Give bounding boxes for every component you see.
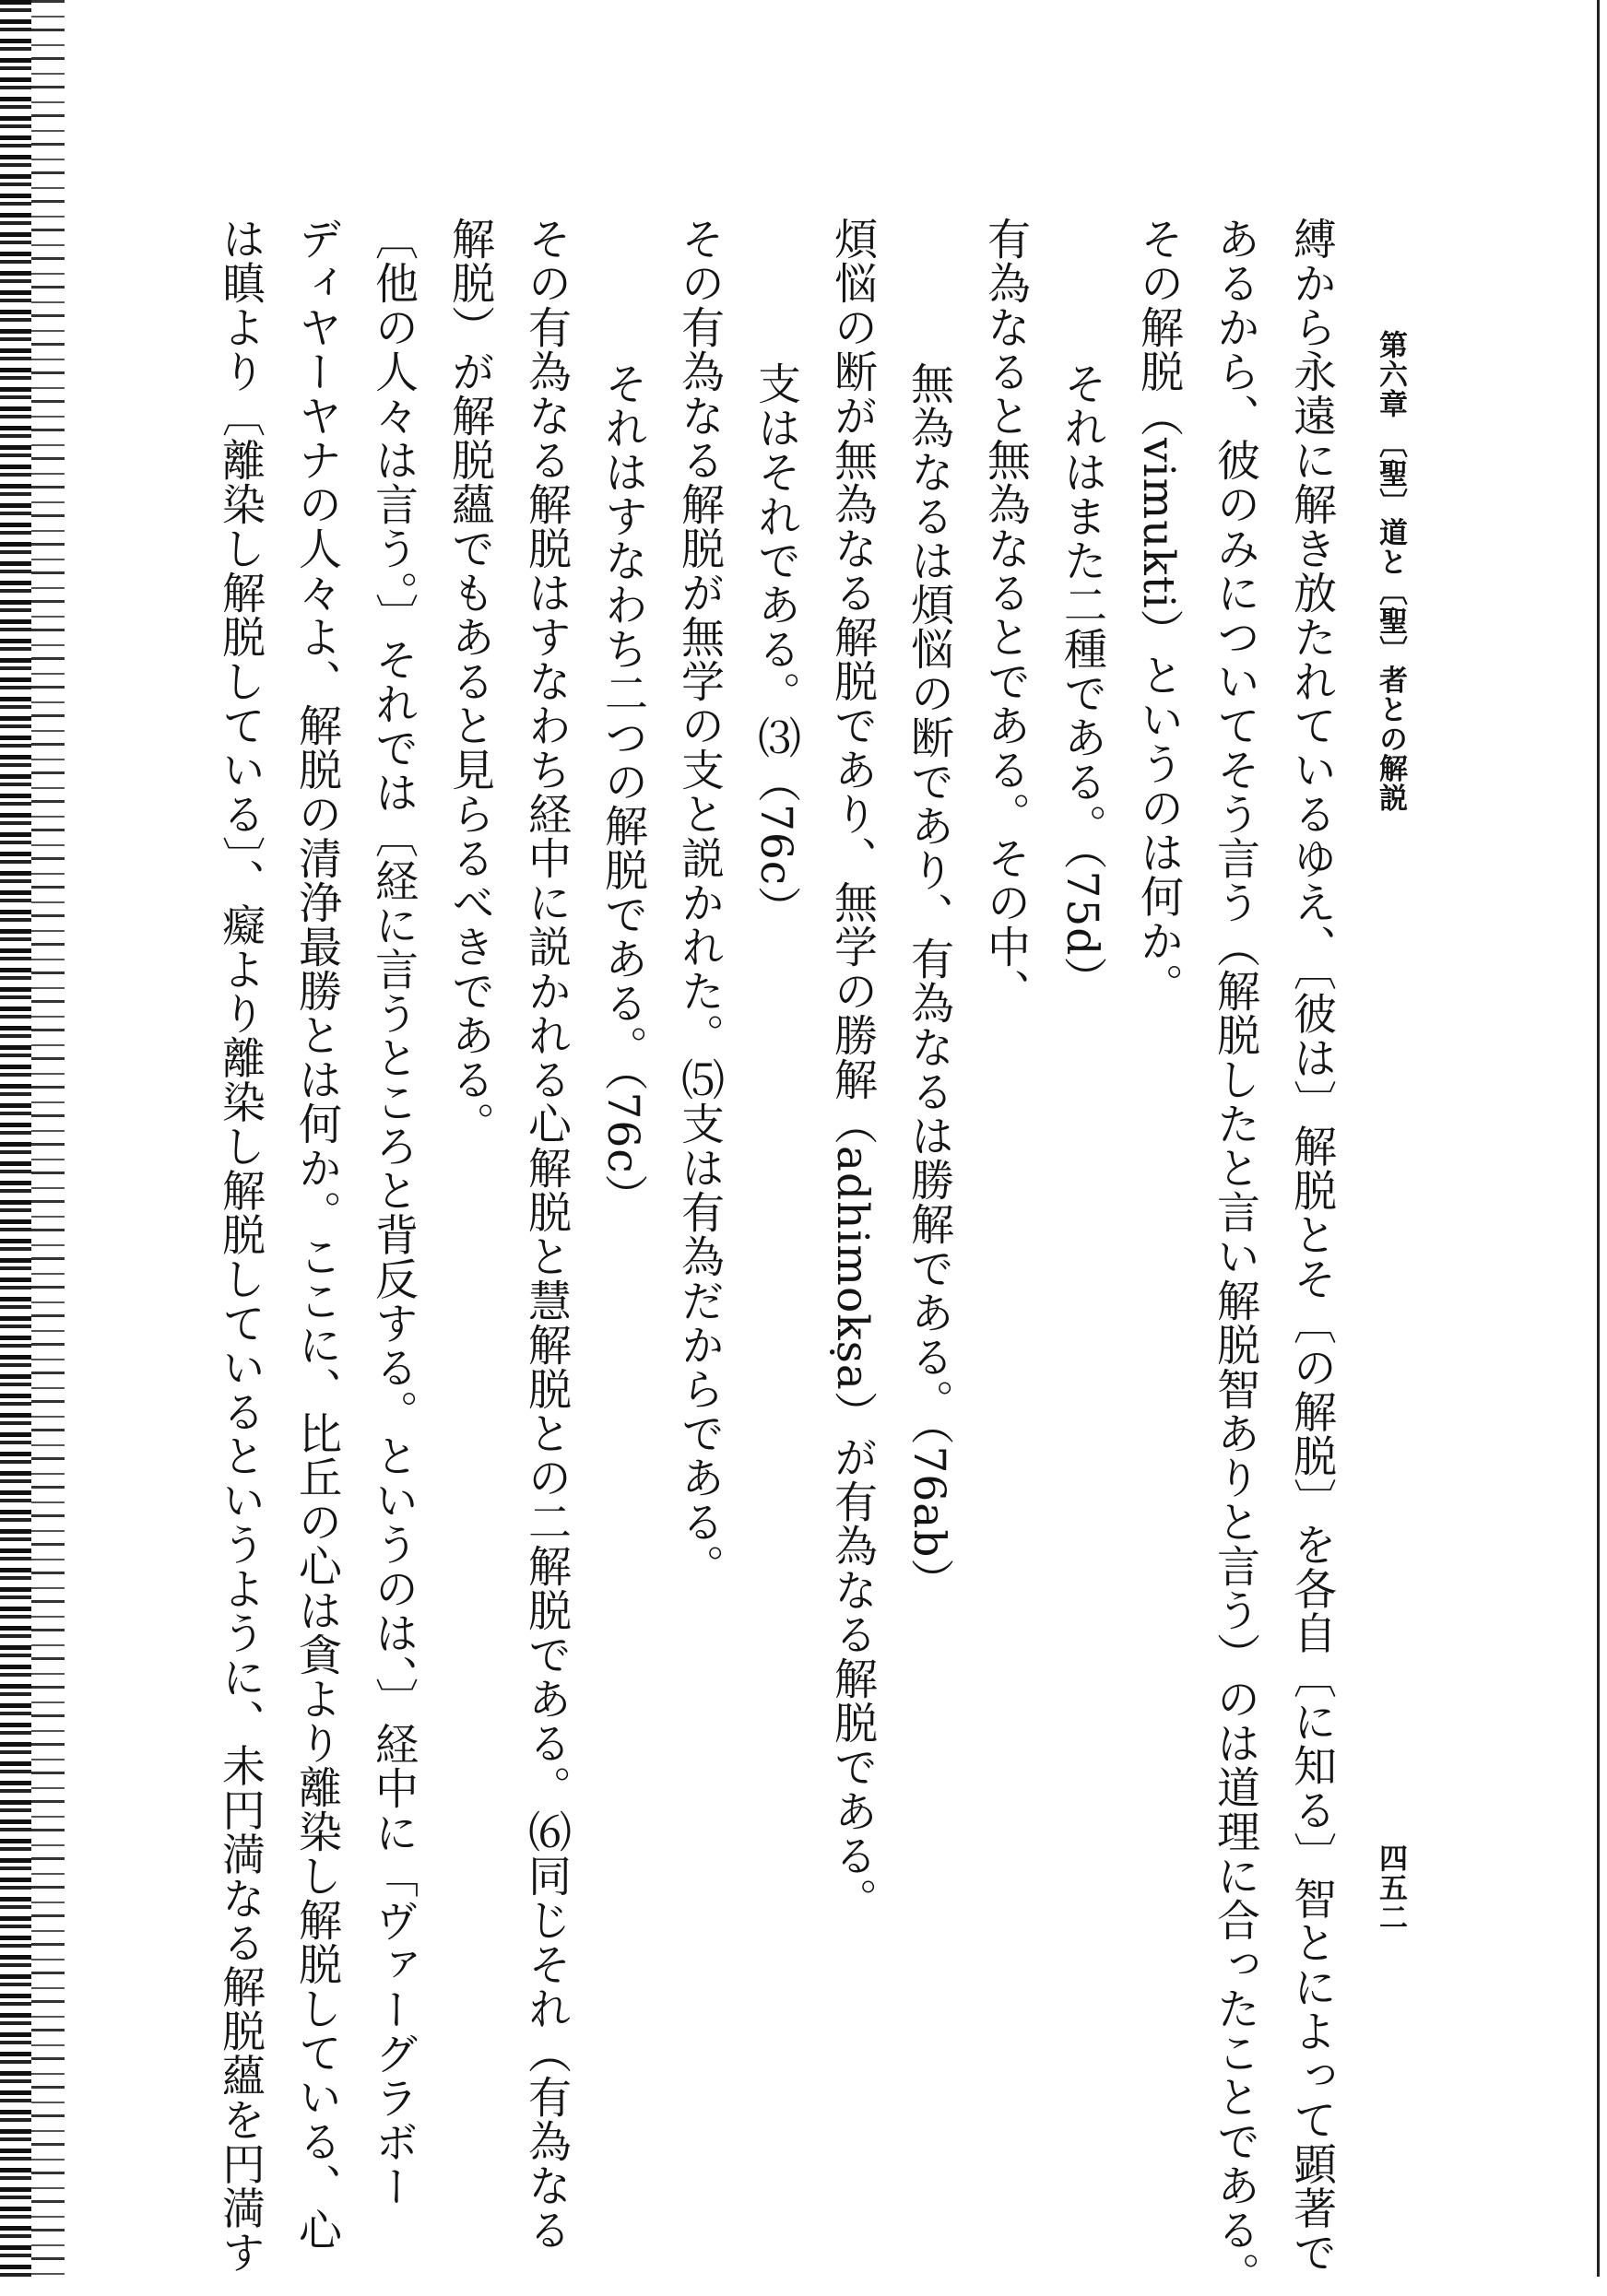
page-edge	[1597, 0, 1600, 2277]
verse-line: 支はそれである。⑶（76c）	[750, 361, 801, 931]
running-header: 第六章 〔聖〕道と〔聖〕者との解説	[1374, 330, 1407, 813]
text-line: その有為なる解脱はすなわち経中に説かれる心解脱と慧解脱との二解脱である。⑹同じそれ（有為なる	[521, 217, 572, 2252]
text-line: 〔他の人々は言う。〕それでは〔経に言うところと背反する。というのは、〕経中に「ヴァーグラボー	[368, 217, 419, 2208]
verse-line: 無為なるは煩悩の断であり、有為なるは勝解である。（76ab）	[904, 361, 954, 1603]
text-line: 解脱）が解脱蘊でもあると見らるべきである。	[444, 217, 495, 1146]
verse-line: それはまた二種である。（75d）	[1057, 361, 1107, 1001]
verse-line: それはすなわち二つの解脱である。（76c）	[597, 361, 648, 1219]
text-line: その有為なる解脱が無学の支と説かれた。⑸支は有為だからである。	[674, 217, 725, 1588]
page-number: 四五二	[1374, 1843, 1407, 1932]
scan-edge-artifact	[0, 0, 65, 2277]
text-line: ディヤーヤナの人々よ、解脱の清浄最勝とは何か。ここに、比丘の心は貪より離染し解脱している、心	[291, 217, 342, 2252]
text-line: あるから、彼のみについてそう言う（解脱したと言い解脱智ありと言う）のは道理に合ったことである。	[1210, 217, 1260, 2296]
text-line: その解脱（vimukti）というのは何か。	[1133, 217, 1184, 1007]
text-line: 縛から永遠に解き放たれているゆえ、〔彼は〕解脱とそ〔の解脱〕を各自〔に知る〕智とによって顕著で	[1286, 217, 1337, 2275]
text-line: は瞋より〔離染し解脱している〕、癡より離染し解脱しているというように、未円満なる解脱蘊を円満す	[215, 217, 266, 2275]
text-line: 有為なると無為なるとである。その中、	[980, 217, 1031, 1013]
text-line: 煩悩の断が無為なる解脱であり、無学の勝解（adhimokṣa）が有為なる解脱である。	[827, 217, 878, 1922]
